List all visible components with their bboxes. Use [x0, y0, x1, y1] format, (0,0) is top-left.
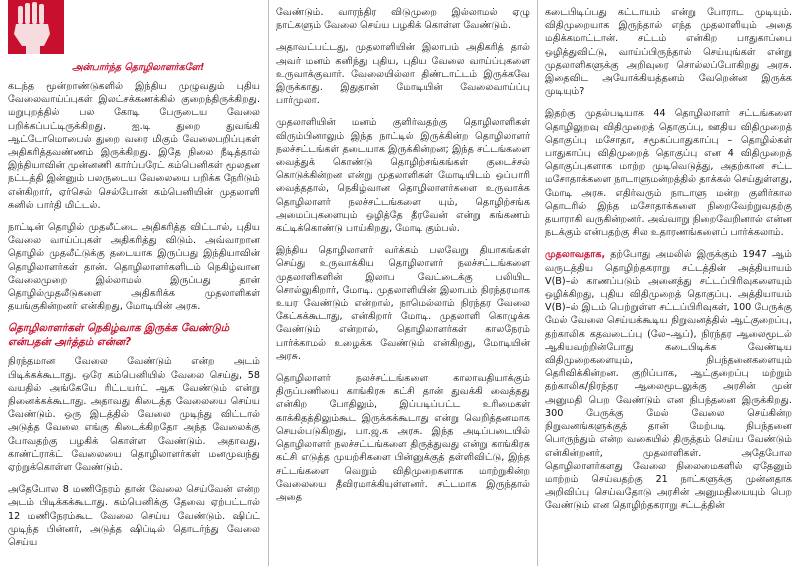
column-2 [276, 0, 530, 566]
paragraph: முதலாளியின் மனம் குளிர்வதற்கு தொழிலாளிகள் விரும்பினாலும் இந்த நாட்டில் இருக்கின்ற தொழிலாளர் நலச்சட்டங்கள் தடையாக இருக்கின்றன; இந்த சட்டங்களை வைத்துக் கொண்டு தொழிற்சங்கங்கள் குடைச்சல் கொடுக்கின்றன என்று முதலாளிகள் மோடியிடம் ஒப்பாரி வைத்ததால், நெகிழ்வான தொழிலாளர்களை உருவாக்க தொழிலாளர் நலச்சட்டங்களை யும், தொழிற்சங்க அமைப்புகளையும் ஒழித்தே தீரவேன் என்று கங்கணம் கட்டிக்கொண்டு பாய்கிறது, மோடி கும்பல். [276, 117, 530, 235]
column-3 [545, 0, 792, 566]
paragraph-text: தற்போது அமலில் இருக்கும் 1947 ஆம் வருடத்திய தொழிற்தகராறு சட்டத்தின் அத்தியாயம் V(B)–ல் காணப்படும் அனைத்து சட்டப்பிரிவுகளையும் ஒழிக்கிறது, புதிய விதிமுறைத் தொகுப்பு. அத்தியாயம் V(B)–ல் இடம் பெற்றுள்ள சட்டப்பிரிவுகள், 100 பேருக்கு மேல் வேலை செய்யக்கூடிய நிறுவனத்தில் ஆட்குறைப்பு, தற்காலிக கதவடைப்பு (லே–ஆப்), நிரந்தர ஆலைமூடல் ஆகியவற்றின்போது கடைபிடிக்க வேண்டிய விதிமுறைகளையும், நிபந்தனைகளையும் தெரிவிக்கின்றன. குறிப்பாக, ஆட்குறைப்பு மற்றும் தற்காலிக/நிரந்தர ஆலைமூடலுக்கு அரசின் முன் அனுமதி பெற வேண்டும் என நிபந்தனை இருக்கிறது. 300 பேருக்கு மேல் வேலை செய்கின்ற நிறுவனங்களுக்குத் தான் மேற்படி நிபந்தனை பொருந்தும் என்ற வகையில் திருத்தம் செய்ய வேண்டும் என்கின்றனர், முதலாளிகள். அதேபோல தொழிலாளர்களது வேலை நிலைமைகளில் ஏதேனும் மாற்றம் செய்வதற்கு 21 நாட்களுக்கு முன்னதாக அறிவிப்பு செய்வதோடு அரசின் அனுமதியையும் பெற வேண்டும் என தொழிற்தகராறு சட்டத்தின் [545, 249, 792, 512]
paragraph: அதேபோல 8 மணிநேரம் தான் வேலை செய்வேன் என்ற அடம் பிடிக்கக்கூடாது. கம்பெனிக்கு தேவை ஏற்பட்டால் 12 மணிநேரம்கூட வேலை செய்ய வேண்டும். ஷிப்ட் முடிந்த பின்னர், அடுத்த ஷிப்டில் தொடர்ந்து வேலை செய்ய [8, 484, 260, 549]
column-1 [8, 0, 260, 566]
fist-logo [8, 0, 64, 54]
column-2-body [276, 6, 530, 513]
paragraph: இதற்கு முதல்படியாக 44 தொழிலாளர் சட்டங்களை தொழிலுறவு விதிமுறைத் தொகுப்பு, ஊதிய விதிமுறைத் தொகுப்பு மசோதா, சமூகப்பாதுகாப்பு – தொழில்கள் பாதுகாப்பு விதிமுறைத் தொகுப்பு என 4 விதிமுறைத் தொகுப்புகளாக மாற்ற முடிவெடுத்து, அதற்கான சட்ட மசோதாக்களை நாடாளுமன்றத்தில் தாக்கல் செய்துள்ளது, மோடி அரசு. எதிர்வரும் நாடாளு மன்ற குளிர்கால தொடரில் இந்த மசோதாக்களை நிறைவேற்றுவதற்கு தயாராகி வருகின்றனர். அவ்வாறு நிறைவேறினால் என்ன நடக்கும் என்பதற்கு சில உதாரணங்களைப் பார்க்கலாம். [545, 108, 792, 239]
paragraph: கடந்த மூன்றாண்டுகளில் இந்திய முழுவதும் புதிய வேலைவாய்ப்புகள் இலட்சக்கணக்கில் குறைந்திருக்கிறது. மறுபுறத்தில் பல கோடி பேருடைய வேலை பறிக்கப்பட்டிருக்கிறது. ஐ.டி துறை துவங்கி ஆட்டோமொபைல் துறை வரை மிகும் வேலைபறிப்புகள் அதிகரித்தவண்ணம் இருக்கிறது. இதே நிலை நீடித்தால் இந்தியாவின் முன்னணி கார்ப்பரேட் கம்பெனிகள் மூலதன நட்டத்தி இன்னும் பலருடைய வேலையை பறிக்க நேரிடும் என்கிறார், ஏர்செல் செல்போன் கம்பெனியின் முதலாளி சுனில் பார்தி மிட்டல். [8, 81, 260, 211]
column-1-body [8, 80, 260, 558]
paragraph: இந்திய தொழிலாளர் வர்க்கம் பலவேறு தியாகங்கள் செய்து உருவாக்கிய தொழிலாளர் நலச்சட்டங்களை முதலாளிகளின் இலாப வேட்டைக்கு பலியிட சொல்லுகிறார், மோடி. முதலாளியின் இலாபம் நிரந்தரமாக உயர வேண்டும் என்றால், நாமெல்லாம் நிரந்தர வேலை கேட்கக்கூடாது, என்கிறார் மோடி. முதலாளி கொழுக்க வேண்டும் என்றால், தொழிலாளர்கள் காலநேரம் பார்க்காமல் உழைக்க வேண்டும் என்கிறது, மோடியின் அரசு. [276, 245, 530, 362]
lead-in-text: முதலாவதாக, [545, 249, 606, 261]
paragraph: அதாவட்பட்டது, முதலாளியின் இலாபம் அதிகரித் தால் அவர் மனம் கனிந்து புதிய, புதிய வேலை வாய்ப்புகளை உருவாக்குவார். வேலையில்லா திண்டாட்டம் இருக்கவே இருக்காது. இதுதான் மோடியின் வேலைவாய்ப்பு பார்முலா. [276, 42, 530, 107]
paragraph: நிரந்தமான வேலை வேண்டும் என்ற அடம் பிடிக்கக்கூடாது. ஒரே கம்பெனியில் வேலை செய்து, 58 வயதில் அங்கேயே ரிட்டயர்ட் ஆக வேண்டும் என்று நினைக்கக்கூடாது. அதாவது கிடைத்த வேலையை செய்ய வேண்டும். ஒரு இடத்தில் வேலை முடிந்து விட்டால் அடுத்த வேலை எங்கு கிடைக்கிறதோ அந்த வேலைக்கு போவதற்கு பழகிக் கொள்ள வேண்டும். அதாவது, காண்ட்ராக்ட் வேலையை தொழிலாளர்கள் மனமுவந்து ஏற்றுக்கொள்ள வேண்டும். [8, 356, 260, 474]
column-3-body [545, 6, 792, 522]
salutation-heading: அன்பார்ந்த தொழிலாளர்களே! [72, 62, 205, 73]
paragraph: வேண்டும். வாரந்திர விடுமுறை இல்லாமல் ஏழு நாட்களும் வேலை செய்ய பழகிக் கொள்ள வேண்டும். [276, 7, 530, 32]
paragraph [545, 248, 792, 512]
paragraph: கடைபிடிப்பது கட்டாயம் என்று போராட முடியும். விதிமுறையாக இருந்தால் எந்த முதலாளியும் அதை மதிக்கமாட்டான். சட்டம் என்கிற பாதுகாப்பை ஒழித்துவிட்டு, வாய்ப்பிருந்தால் செய்யுங்கள் என்று முதலாளிகளுக்கு அறிவுரை சொல்லப்போகிறது அரசு. இதைவிட அயோக்கியத்தனம் வேறென்ன இருக்க முடியும்? [545, 7, 792, 98]
paragraph: நாட்டின் தொழில் முதலீட்டை அதிகரித்த விட்டால், புதிய வேலை வாய்ப்புகள் அதிகரித்து விடும். அவ்வாறான தொழில் முதலீட்டுக்கு தடையாக இருப்பது இந்தியாவின் தொழிலாளர்கள் தான். தொழிலாளர்களிடம் நெகிழ்வான வேலைமுறை இல்லாமல் இருப்பது தான் தொழில்முதலீடுகளை அதிகரிக்க முதலாளிகள் தயங்குகின்றனர் என்கிறது, மோடியின் அரசு. [8, 222, 260, 313]
column-divider [268, 0, 269, 566]
paragraph: தொழிலாளர் நலச்சட்டங்களை காலாவதியாக்கும் திருப்பணியை காங்கிரசு கட்சி தான் துவக்கி வைத்தது என்கிற போதிலும், இப்படிப்பட்ட உரிமைகள் காக்கிதத்திலும்கூட இருக்கக்கூடாது என்று வெறித்தனமாக செயல்படுகிறது, பா.ஜ.க அரசு. இந்த அடிப்படையில் தொழிலாளர் நலச்சட்டங்களை திருத்துவது என்று காங்கிரசு கட்சி எடுத்த முயற்சிகளை பின்னுக்குத் தள்ளிவிட்டு, இந்த சட்டங்களை வெறும் விதிமுறைகளாக மாற்றுகின்ற வேலையை தீவிரமாக்கியுள்ளனர். சட்டமாக இருந்தால் அதை [276, 373, 530, 503]
column-divider [537, 0, 538, 566]
section-heading: தொழிலாளர்கள் நெகிழ்வாக இருக்க வேண்டும் என்பதன் அர்த்தம் என்ன? [8, 322, 230, 348]
red-fist-emblem-icon [8, 0, 64, 54]
